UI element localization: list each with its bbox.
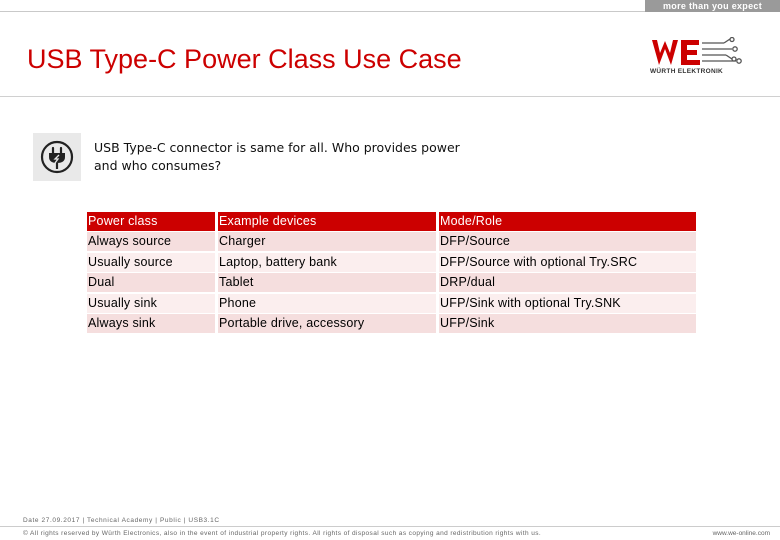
example-devices-cell: Laptop, battery bank bbox=[218, 253, 436, 272]
slide-title: USB Type-C Power Class Use Case bbox=[27, 44, 462, 74]
example-devices-cell: Phone bbox=[218, 294, 436, 313]
table-header-row bbox=[87, 212, 695, 232]
top-rule bbox=[0, 11, 645, 12]
we-logo-icon bbox=[650, 37, 768, 69]
footer-rule bbox=[0, 526, 780, 527]
table-row bbox=[87, 314, 695, 334]
header-power-class: Power class bbox=[87, 212, 215, 231]
mode-role-cell: UFP/Sink with optional Try.SNK bbox=[439, 294, 696, 313]
intro-text: USB Type-C connector is same for all. Who provides power and who consumes? bbox=[94, 140, 460, 173]
logo-brand-text: WÜRTH ELEKTRONIK bbox=[650, 68, 724, 75]
power-class-cell: Always source bbox=[87, 232, 215, 251]
title-divider bbox=[0, 96, 780, 97]
mode-role-cell: UFP/Sink bbox=[439, 314, 696, 333]
example-devices-cell: Charger bbox=[218, 232, 436, 251]
power-plug-icon-box bbox=[33, 133, 81, 181]
company-logo bbox=[650, 37, 768, 79]
power-plug-icon bbox=[33, 133, 81, 181]
example-devices-cell: Tablet bbox=[218, 273, 436, 292]
power-class-cell: Dual bbox=[87, 273, 215, 292]
footer-meta: Date 27.09.2017 | Technical Academy | Public | USB3.1C bbox=[23, 517, 220, 524]
mode-role-cell: DFP/Source bbox=[439, 232, 696, 251]
power-class-cell: Usually sink bbox=[87, 294, 215, 313]
top-bar bbox=[0, 0, 780, 12]
header-mode-role: Mode/Role bbox=[439, 212, 696, 231]
table-row bbox=[87, 294, 695, 314]
table-row bbox=[87, 273, 695, 293]
mode-role-cell: DFP/Source with optional Try.SRC bbox=[439, 253, 696, 272]
footer-copyright: © All rights reserved by Würth Electronics, also in the event of industrial property rights. All rights of disposal such as copying and redistribution rights with us. bbox=[23, 530, 542, 537]
table-row bbox=[87, 232, 695, 252]
header-example-devices: Example devices bbox=[218, 212, 436, 231]
slide-footer bbox=[0, 515, 780, 540]
table-row bbox=[87, 253, 695, 273]
example-devices-cell: Portable drive, accessory bbox=[218, 314, 436, 333]
power-class-cell: Usually source bbox=[87, 253, 215, 272]
power-class-table bbox=[87, 212, 695, 334]
slogan-banner: more than you expect bbox=[645, 0, 780, 12]
power-class-cell: Always sink bbox=[87, 314, 215, 333]
mode-role-cell: DRP/dual bbox=[439, 273, 696, 292]
footer-url: www.we-online.com bbox=[712, 530, 770, 537]
